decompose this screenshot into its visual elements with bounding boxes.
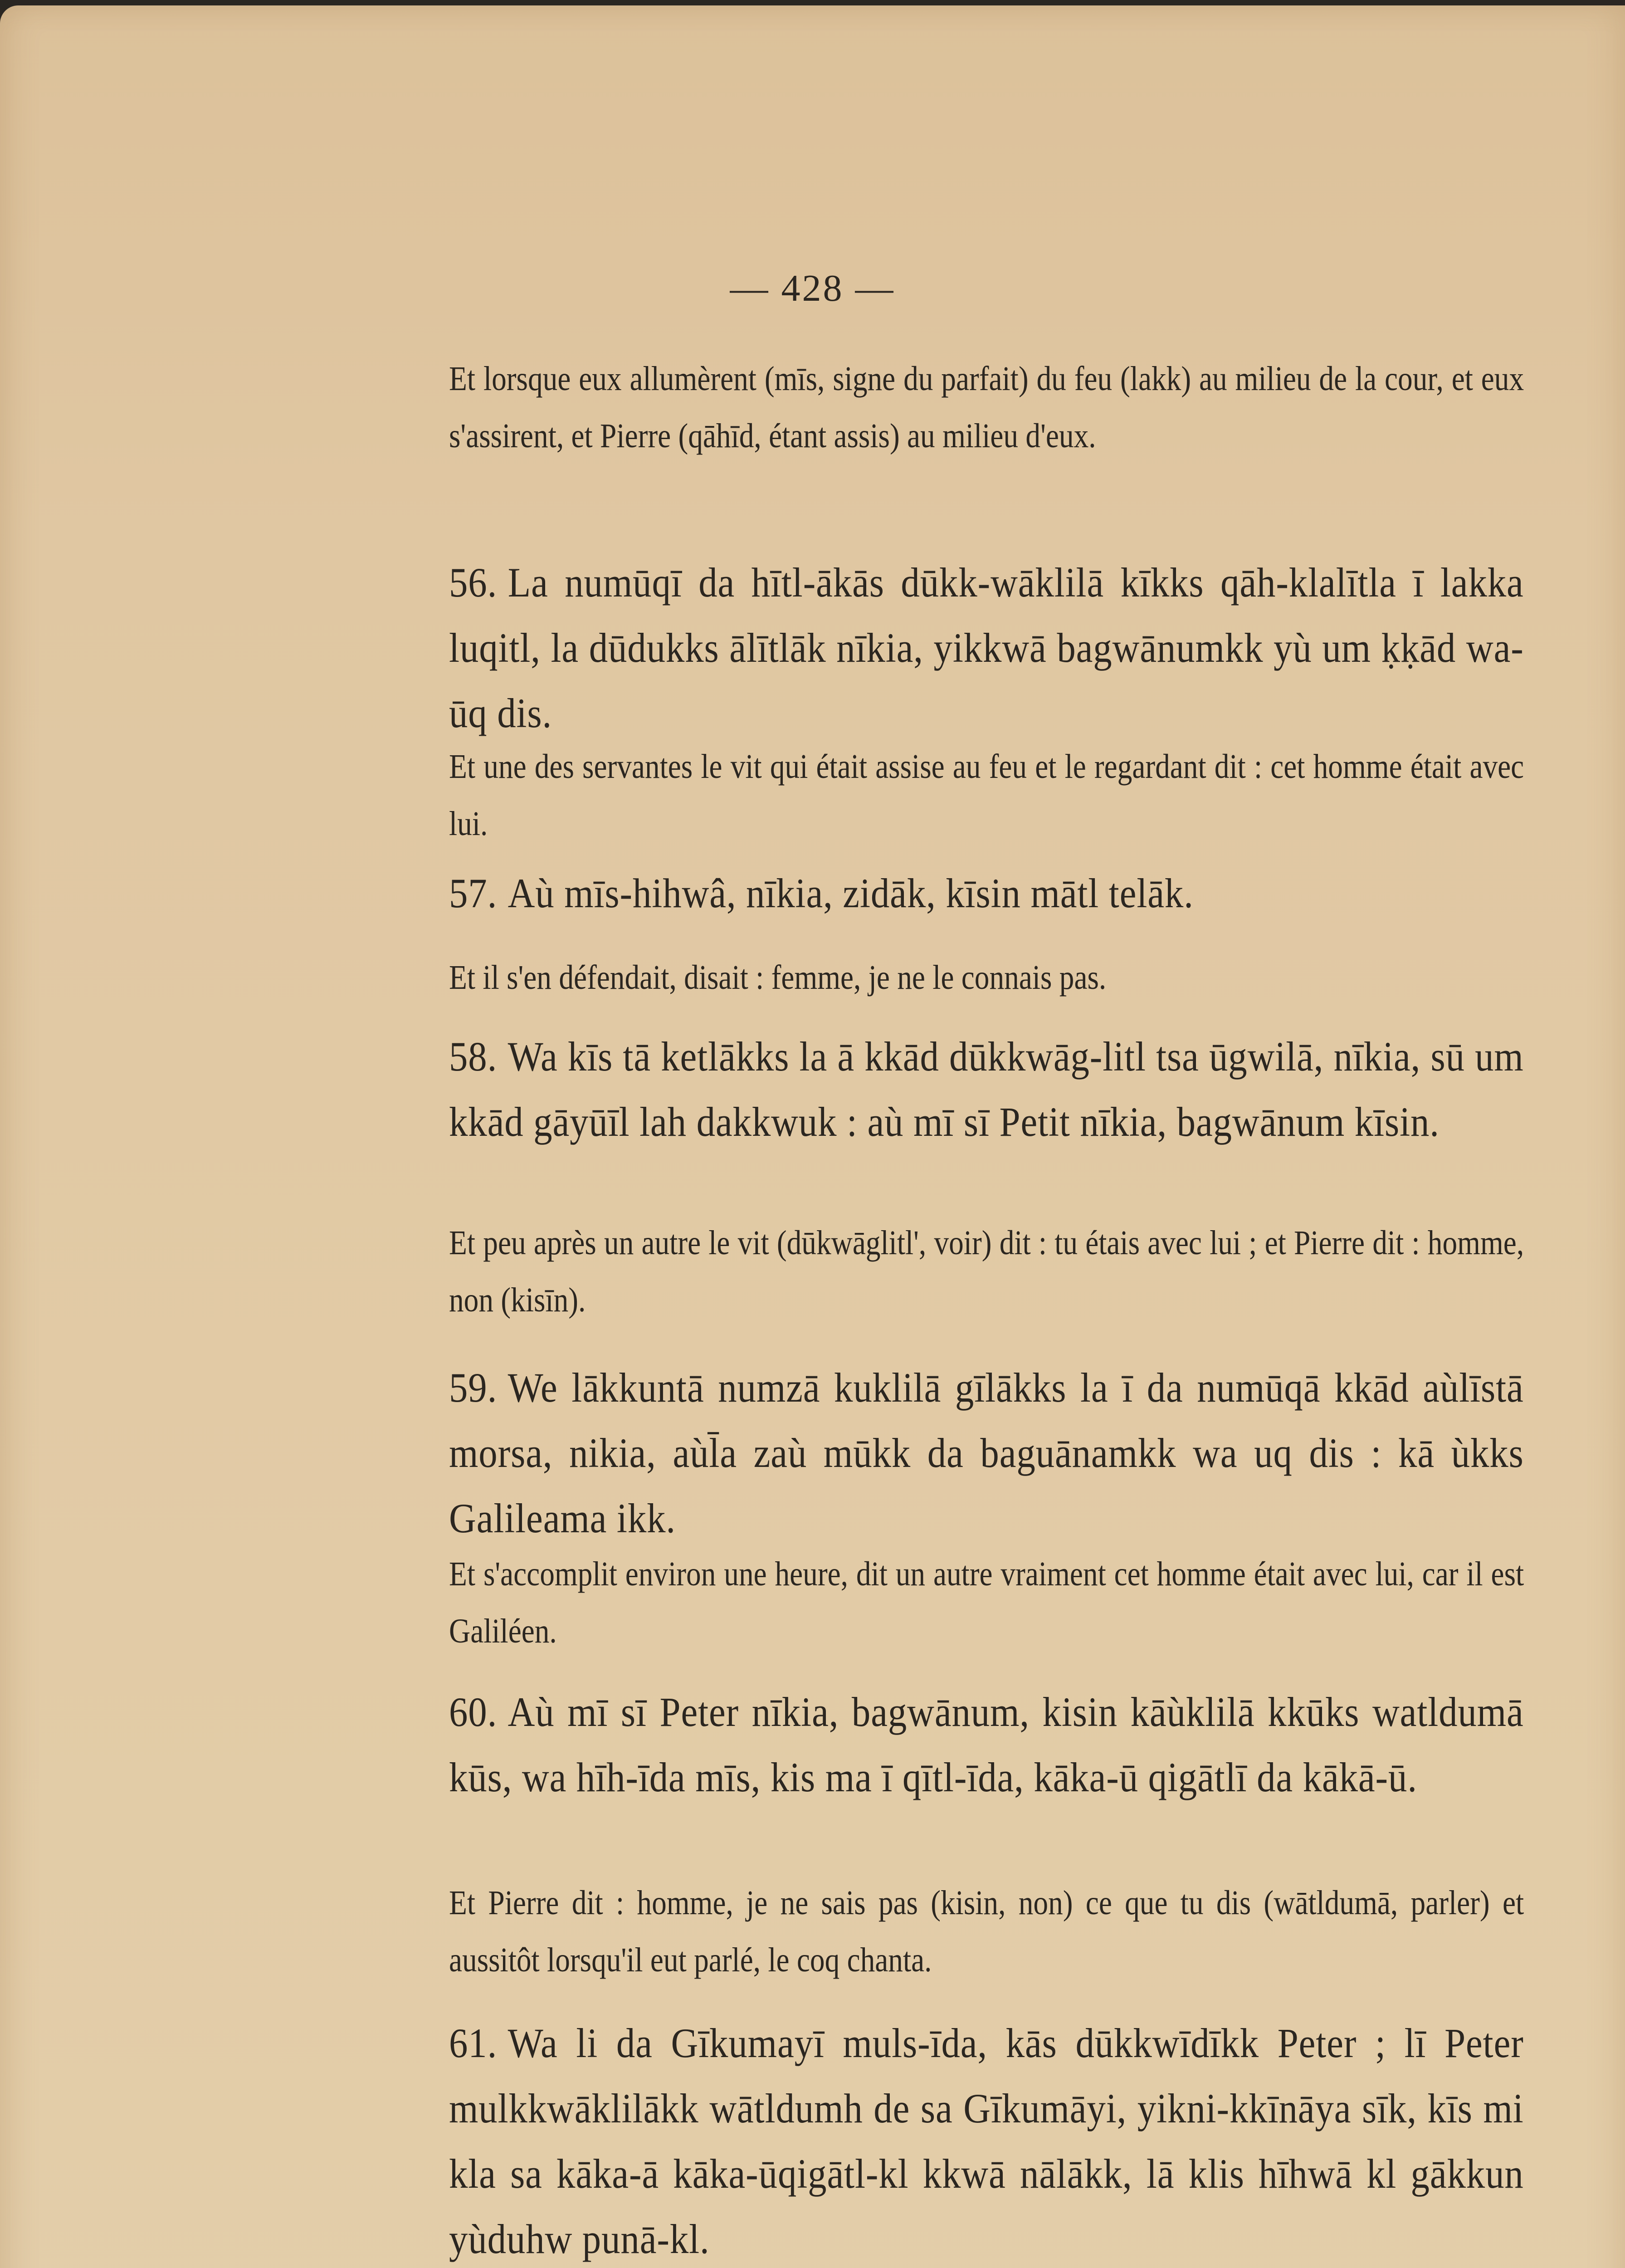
book-page: [0, 5, 1625, 2268]
verse-number: 59.: [449, 1364, 498, 1411]
verse-number: 58.: [449, 1033, 498, 1080]
verse-text: La numūqī da hītl-ākās dūkk-wāklilā kīkks qāh-klalītla ī lakka luqitl, la dūdukks ālītlāk nīkia, yikkwā bagwānumkk yù um ḳḳād wa-ūq dis.: [449, 559, 1524, 736]
translation-paragraph: [449, 949, 1524, 1006]
verse-61: [449, 2010, 1524, 2268]
translation-text: Et s'accomplit environ une heure, dit un autre vraiment cet homme était avec lui, car il est Galiléen.: [449, 1555, 1524, 1650]
verse-number: 56.: [449, 559, 498, 606]
translation-text: Et peu après un autre le vit (dūkwāglitl', voir) dit : tu étais avec lui ; et Pierre dit : homme, non (kisīn).: [449, 1224, 1524, 1319]
translation-paragraph: [449, 1214, 1524, 1329]
verse-text: We lākkuntā numzā kuklilā gīlākks la ī da numūqā kkād aùlīstā morsa, nikia, aùl̄a zaù mūkk da baguānamkk wa uq dis : kā ùkks Galileama ikk.: [449, 1364, 1524, 1541]
verse-58: [449, 1024, 1524, 1154]
verse-60: [449, 1679, 1524, 1810]
page-number: — 428 —: [730, 267, 895, 309]
translation-text: Et il s'en défendait, disait : femme, je ne le connais pas.: [449, 958, 1107, 997]
verse-56: [449, 550, 1524, 746]
verse-57: [449, 860, 1524, 926]
translation-paragraph: [449, 1874, 1524, 1989]
translation-text: Et Pierre dit : homme, je ne sais pas (kisin, non) ce que tu dis (wātldumā, parler) et aussitôt lorsqu'il eut parlé, le coq chanta.: [449, 1884, 1524, 1979]
verse-text: Aù mī sī Peter nīkia, bagwānum, kisin kāùklilā kkūks watldumā kūs, wa hīh-īda mīs, kis ma ī qītl-īda, kāka-ū qigātlī da kākā-ū.: [449, 1689, 1524, 1800]
translation-text: Et lorsque eux allumèrent (mīs, signe du parfait) du feu (lakk) au milieu de la cour, et eux s'assirent, et Pierre (qāhīd, étant assis) au milieu d'eux.: [449, 360, 1524, 455]
translation-paragraph: [449, 350, 1524, 464]
verse-text: Wa kīs tā ketlākks la ā kkād dūkkwāg-litl tsa ūgwilā, nīkia, sū um kkād gāyūīl lah dakkwuk : aù mī sī Petit nīkia, bagwānum kīsin.: [449, 1033, 1524, 1145]
translation-text: Et une des servantes le vit qui était assise au feu et le regardant dit : cet homme était avec lui.: [449, 748, 1524, 843]
verse-number: 57.: [449, 870, 498, 916]
verse-number: 60.: [449, 1689, 498, 1735]
verse-number: 61.: [449, 2020, 498, 2066]
translation-paragraph: [449, 1545, 1524, 1660]
translation-paragraph: [449, 738, 1524, 852]
verse-text: Aù mīs-hihwâ, nīkia, zidāk, kīsin mātl telāk.: [508, 870, 1194, 916]
verse-text: Wa li da Gīkumayī muls-īda, kās dūkkwīdīkk Peter ; lī Peter mulkkwāklilākk wātldumh de sa Gīkumāyi, yikni-kkīnāya sīk, kīs mi kla sa kāka-ā kāka-ūqigātl-kl kkwā nālākk, lā klis hīhwā kl gākkun yùduhw punā-kl.: [449, 2020, 1524, 2262]
verse-59: [449, 1355, 1524, 1551]
